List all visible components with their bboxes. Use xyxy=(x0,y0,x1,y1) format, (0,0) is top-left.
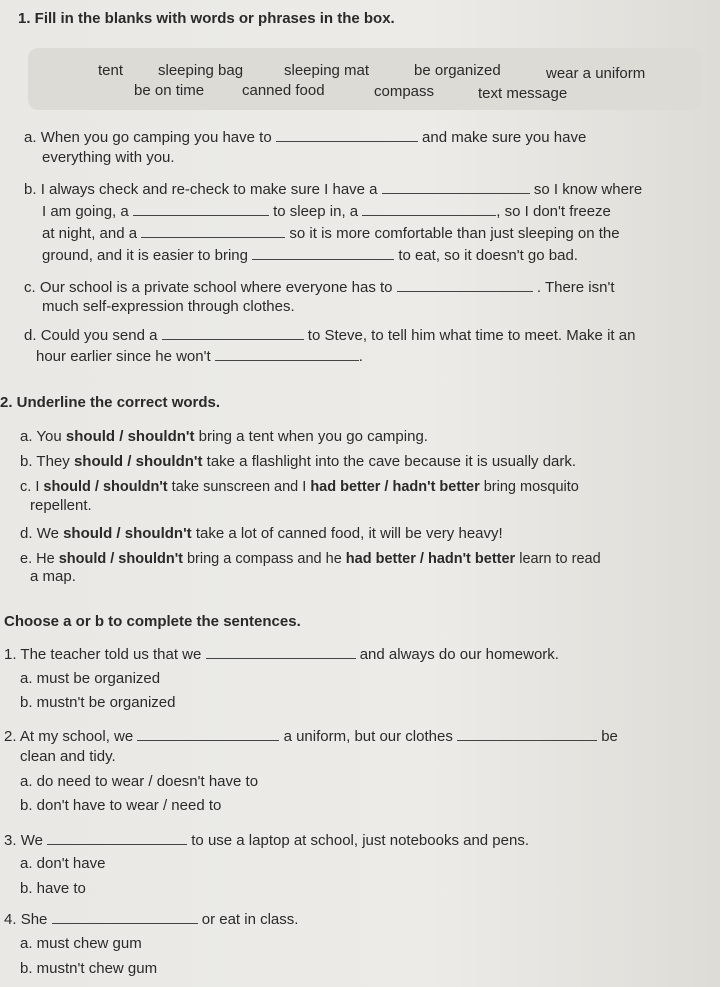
item-text: much self-expression through clothes. xyxy=(42,298,295,315)
item-label: b. xyxy=(24,181,37,198)
item-2b xyxy=(20,453,576,471)
item-3-3 xyxy=(4,831,529,850)
item-text: learn to read xyxy=(515,551,601,567)
item-text-line xyxy=(42,246,578,265)
item-1c xyxy=(24,278,615,297)
item-text: Our school is a private school where everyone has to xyxy=(39,279,393,296)
item-text: She xyxy=(20,911,48,928)
item-text: to Steve, to tell him what time to meet. Make it an xyxy=(307,327,636,344)
box-word: be on time xyxy=(134,82,205,99)
item-text: . xyxy=(358,348,363,365)
item-text-line xyxy=(42,202,611,221)
answer-blank[interactable] xyxy=(382,180,530,194)
option-b[interactable]: b. have to xyxy=(20,880,86,897)
item-3-2 xyxy=(4,727,618,746)
box-word: compass xyxy=(374,83,435,100)
item-text: bring a tent when you go camping. xyxy=(194,428,428,445)
word-choice[interactable]: should / shouldn't xyxy=(65,428,195,445)
option-b[interactable]: b. mustn't chew gum xyxy=(20,960,158,977)
item-1b xyxy=(24,180,642,199)
item-text: ground, and it is easier to bring xyxy=(42,247,248,264)
option-a[interactable]: a. don't have xyxy=(20,855,106,872)
answer-blank[interactable] xyxy=(47,831,187,845)
item-label: b. xyxy=(20,453,33,470)
item-text: At my school, we xyxy=(19,728,134,745)
item-text: so I know where xyxy=(533,181,643,198)
item-text: They xyxy=(36,453,74,470)
section-3-heading: Choose a or b to complete the sentences. xyxy=(4,613,301,630)
item-text: The teacher told us that we xyxy=(20,646,202,663)
section-1-heading: 1. Fill in the blanks with words or phrases in the box. xyxy=(18,10,395,27)
item-text: He xyxy=(36,551,59,567)
item-label: 1. xyxy=(4,646,17,663)
item-text: and make sure you have xyxy=(422,129,587,146)
option-a[interactable]: a. do need to wear / doesn't have to xyxy=(20,773,259,790)
option-b[interactable]: b. don't have to wear / need to xyxy=(20,797,222,814)
item-3-1 xyxy=(4,645,559,664)
item-text: take a lot of canned food, it will be very heavy! xyxy=(191,525,503,542)
item-label: d. xyxy=(24,327,37,344)
item-text: I xyxy=(35,479,44,495)
item-text: Could you send a xyxy=(40,327,158,344)
word-choice[interactable]: should / shouldn't xyxy=(58,551,183,567)
word-choice[interactable]: should / shouldn't xyxy=(43,479,168,495)
item-text: everything with you. xyxy=(42,149,175,166)
item-text: at night, and a xyxy=(42,225,138,242)
item-text: so it is more comfortable than just sleeping on the xyxy=(289,225,620,242)
answer-blank[interactable] xyxy=(457,727,597,741)
box-word: text message xyxy=(478,85,568,102)
item-text: a map. xyxy=(30,568,76,585)
option-a[interactable]: a. must be organized xyxy=(20,670,161,687)
item-text: repellent. xyxy=(30,497,92,514)
item-3-4 xyxy=(4,910,298,929)
answer-blank[interactable] xyxy=(206,645,356,659)
answer-blank[interactable] xyxy=(215,347,359,361)
item-text: or eat in class. xyxy=(201,911,299,928)
item-label: c. xyxy=(20,479,32,495)
answer-blank[interactable] xyxy=(52,910,198,924)
item-text-line xyxy=(42,224,620,243)
item-text-line xyxy=(36,347,363,366)
word-choice[interactable]: should / shouldn't xyxy=(63,525,192,542)
item-text: to sleep in, a xyxy=(273,203,359,220)
item-text: hour earlier since he won't xyxy=(36,348,211,365)
answer-blank[interactable] xyxy=(133,202,269,216)
item-label: a. xyxy=(20,428,33,445)
item-label: c. xyxy=(24,279,36,296)
answer-blank[interactable] xyxy=(276,128,418,142)
word-choice[interactable]: should / shouldn't xyxy=(73,453,203,470)
item-text: and always do our homework. xyxy=(359,646,559,663)
box-word: canned food xyxy=(242,82,325,99)
item-2a xyxy=(20,428,428,446)
item-label: a. xyxy=(24,129,37,146)
item-label: e. xyxy=(20,551,33,567)
item-text: . There isn't xyxy=(536,279,615,296)
option-a[interactable]: a. must chew gum xyxy=(20,935,142,952)
item-1a xyxy=(24,128,586,147)
answer-blank[interactable] xyxy=(362,202,496,216)
box-word: wear a uniform xyxy=(546,65,646,82)
item-label: 2. xyxy=(4,728,17,745)
item-text: take sunscreen and I xyxy=(167,479,311,495)
answer-blank[interactable] xyxy=(397,278,533,292)
item-1d xyxy=(24,326,635,345)
answer-blank[interactable] xyxy=(137,727,279,741)
option-b[interactable]: b. mustn't be organized xyxy=(20,694,176,711)
item-text: bring mosquito xyxy=(479,479,579,495)
item-text: When you go camping you have to xyxy=(40,129,272,146)
item-text: , so I don't freeze xyxy=(496,203,611,220)
item-text: I am going, a xyxy=(42,203,129,220)
item-text: be xyxy=(601,728,618,745)
item-text: bring a compass and he xyxy=(182,551,346,567)
item-label: 4. xyxy=(4,911,17,928)
item-text: take a flashlight into the cave because it is usually dark. xyxy=(202,453,577,470)
item-2d xyxy=(20,525,503,543)
word-choice[interactable]: had better / hadn't better xyxy=(345,551,516,567)
box-word: sleeping mat xyxy=(284,62,370,79)
item-text: clean and tidy. xyxy=(20,748,116,765)
word-choice[interactable]: had better / hadn't better xyxy=(310,479,480,495)
box-word: be organized xyxy=(414,62,501,79)
answer-blank[interactable] xyxy=(141,224,285,238)
item-text: a uniform, but our clothes xyxy=(283,728,453,745)
item-text: to use a laptop at school, just notebooks and pens. xyxy=(191,832,529,849)
answer-blank[interactable] xyxy=(252,246,394,260)
answer-blank[interactable] xyxy=(162,326,304,340)
box-word: sleeping bag xyxy=(158,62,244,79)
item-2c xyxy=(20,478,579,496)
item-text: We xyxy=(36,525,64,542)
word-box xyxy=(28,48,702,110)
item-text: We xyxy=(20,832,43,849)
item-text: I always check and re-check to make sure I have a xyxy=(40,181,378,198)
item-text: You xyxy=(36,428,66,445)
box-word: tent xyxy=(98,62,124,79)
item-2e xyxy=(20,550,601,568)
item-label: 3. xyxy=(4,832,17,849)
item-text: to eat, so it doesn't go bad. xyxy=(398,247,578,264)
item-label: d. xyxy=(20,525,33,542)
section-2-heading: 2. Underline the correct words. xyxy=(0,394,221,411)
